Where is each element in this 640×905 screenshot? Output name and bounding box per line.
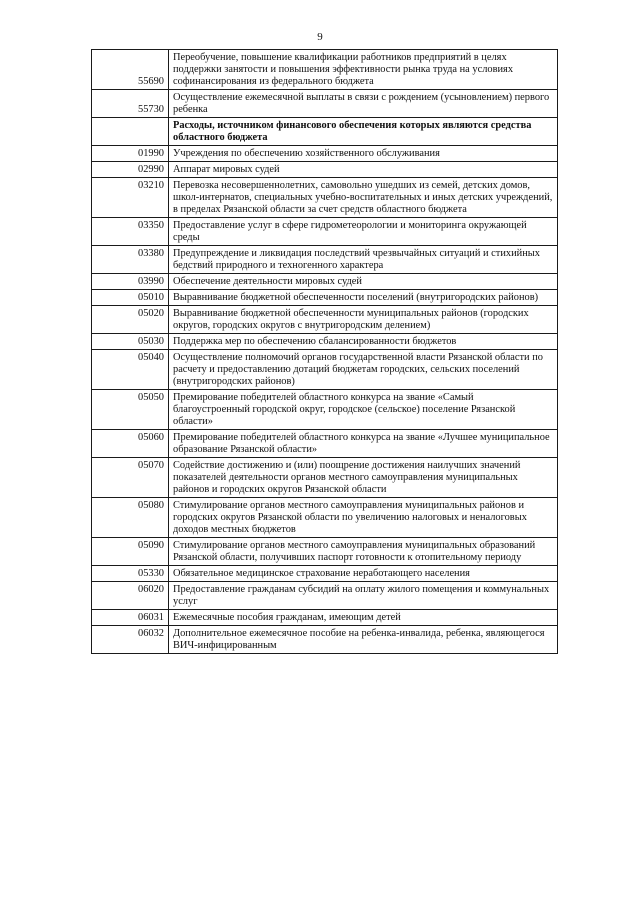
row-description: Дополнительное ежемесячное пособие на ребенка-инвалида, ребенка, являющегося ВИЧ-инфицированным xyxy=(169,626,558,654)
row-code: 05050 xyxy=(92,390,169,430)
row-code: 05060 xyxy=(92,430,169,458)
row-code: 03210 xyxy=(92,178,169,218)
row-description: Стимулирование органов местного самоуправления муниципальных районов и городских округов Рязанской области по увеличению налоговых и неналоговых доходов местных бюджетов xyxy=(169,498,558,538)
row-code: 05080 xyxy=(92,498,169,538)
row-description: Обязательное медицинское страхование неработающего населения xyxy=(169,566,558,582)
row-code: 06032 xyxy=(92,626,169,654)
row-description: Осуществление ежемесячной выплаты в связи с рождением (усыновлением) первого ребенка xyxy=(169,90,558,118)
row-code: 05030 xyxy=(92,334,169,350)
table-row xyxy=(92,626,558,654)
row-description: Аппарат мировых судей xyxy=(169,162,558,178)
row-code: 05330 xyxy=(92,566,169,582)
budget-codes-table xyxy=(91,49,558,654)
row-description: Предупреждение и ликвидация последствий чрезвычайных ситуаций и стихийных бедствий природного и техногенного характера xyxy=(169,246,558,274)
row-description: Предоставление услуг в сфере гидрометеорологии и мониторинга окружающей среды xyxy=(169,218,558,246)
table-body xyxy=(92,50,558,654)
row-code: 01990 xyxy=(92,146,169,162)
row-code: 05040 xyxy=(92,350,169,390)
row-description: Расходы, источником финансового обеспечения которых являются средства областного бюджета xyxy=(169,118,558,146)
row-description: Осуществление полномочий органов государственной власти Рязанской области по расчету и предоставлению дотаций бюджетам городских, сельских поселений (внутригородских районов) xyxy=(169,350,558,390)
row-description: Перевозка несовершеннолетних, самовольно ушедших из семей, детских домов, школ-интернатов, специальных учебно-воспитательных и иных детских учреждений, в пределах Рязанской области за счет средств областного бюджета xyxy=(169,178,558,218)
row-code xyxy=(92,118,169,146)
table-row xyxy=(92,118,558,146)
table-row xyxy=(92,334,558,350)
row-description: Премирование победителей областного конкурса на звание «Лучшее муниципальное образование Рязанской области» xyxy=(169,430,558,458)
table-row xyxy=(92,390,558,430)
table-row xyxy=(92,162,558,178)
row-description: Обеспечение деятельности мировых судей xyxy=(169,274,558,290)
row-code: 06020 xyxy=(92,582,169,610)
row-description: Премирование победителей областного конкурса на звание «Самый благоустроенный городской округ, городское (сельское) поселение Рязанской области» xyxy=(169,390,558,430)
row-code: 55690 xyxy=(92,50,169,90)
row-description: Содействие достижению и (или) поощрение достижения наилучших значений показателей деятельности органов местного самоуправления муниципальных районов и городских округов Рязанской области xyxy=(169,458,558,498)
row-description: Выравнивание бюджетной обеспеченности поселений (внутригородских районов) xyxy=(169,290,558,306)
row-code: 55730 xyxy=(92,90,169,118)
row-description: Стимулирование органов местного самоуправления муниципальных образований Рязанской области, получивших паспорт готовности к отопительному периоду xyxy=(169,538,558,566)
table-row xyxy=(92,274,558,290)
table-row xyxy=(92,178,558,218)
row-code: 05020 xyxy=(92,306,169,334)
row-code: 05010 xyxy=(92,290,169,306)
table-row xyxy=(92,430,558,458)
table-row xyxy=(92,290,558,306)
row-code: 06031 xyxy=(92,610,169,626)
row-description: Поддержка мер по обеспечению сбалансированности бюджетов xyxy=(169,334,558,350)
table-row xyxy=(92,218,558,246)
row-code: 05070 xyxy=(92,458,169,498)
row-code: 03990 xyxy=(92,274,169,290)
table-row xyxy=(92,610,558,626)
page-number: 9 xyxy=(317,31,323,43)
row-code: 05090 xyxy=(92,538,169,566)
row-code: 03380 xyxy=(92,246,169,274)
row-description: Предоставление гражданам субсидий на оплату жилого помещения и коммунальных услуг xyxy=(169,582,558,610)
row-description: Выравнивание бюджетной обеспеченности муниципальных районов (городских округов, городских округов с внутригородским делением) xyxy=(169,306,558,334)
table-row xyxy=(92,350,558,390)
table-row xyxy=(92,146,558,162)
row-description: Учреждения по обеспечению хозяйственного обслуживания xyxy=(169,146,558,162)
table-row xyxy=(92,582,558,610)
table-row xyxy=(92,306,558,334)
table-row xyxy=(92,538,558,566)
row-description: Переобучение, повышение квалификации работников предприятий в целях поддержки занятости и повышения эффективности рынка труда на условиях софинансирования из федерального бюджета xyxy=(169,50,558,90)
table-row xyxy=(92,90,558,118)
table-row xyxy=(92,50,558,90)
table-row xyxy=(92,246,558,274)
row-code: 02990 xyxy=(92,162,169,178)
table-row xyxy=(92,458,558,498)
row-description: Ежемесячные пособия гражданам, имеющим детей xyxy=(169,610,558,626)
table-row xyxy=(92,566,558,582)
row-code: 03350 xyxy=(92,218,169,246)
table-row xyxy=(92,498,558,538)
